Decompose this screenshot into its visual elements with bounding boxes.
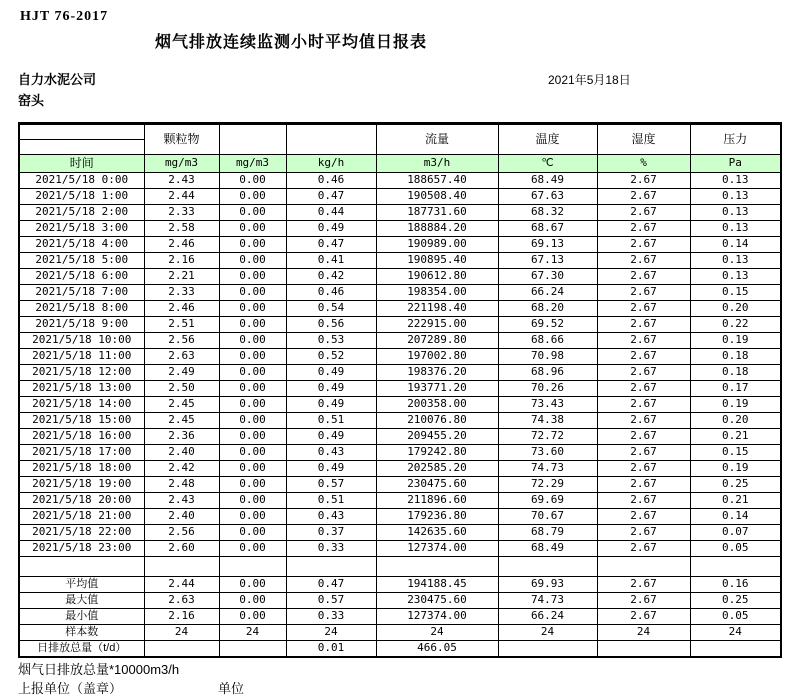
- unit-cell-m3h: m3/h: [376, 155, 498, 173]
- value-cell: 2.67: [597, 477, 690, 493]
- time-cell: 2021/5/18 8:00: [19, 301, 144, 317]
- report-table: [18, 122, 782, 658]
- value-cell: 2.21: [144, 269, 219, 285]
- value-cell: 0.00: [219, 189, 286, 205]
- value-cell: 2.67: [597, 493, 690, 509]
- data-row: [19, 301, 781, 317]
- time-cell: 2021/5/18 14:00: [19, 397, 144, 413]
- value-cell: 230475.60: [376, 477, 498, 493]
- value-cell: 2.67: [597, 525, 690, 541]
- value-cell: 0.00: [219, 269, 286, 285]
- value-cell: 68.67: [498, 221, 597, 237]
- value-cell: 2.67: [597, 269, 690, 285]
- value-cell: 73.60: [498, 445, 597, 461]
- value-cell: 73.43: [498, 397, 597, 413]
- summary-value: 2.67: [597, 593, 690, 609]
- time-cell: 2021/5/18 6:00: [19, 269, 144, 285]
- time-cell: 2021/5/18 12:00: [19, 365, 144, 381]
- summary-value: [597, 641, 690, 658]
- value-cell: 2.56: [144, 333, 219, 349]
- time-cell: 2021/5/18 13:00: [19, 381, 144, 397]
- data-row: [19, 477, 781, 493]
- time-header-bottom-cell: [19, 140, 144, 155]
- value-cell: 2.67: [597, 205, 690, 221]
- value-cell: 2.42: [144, 461, 219, 477]
- col-header-flow: 流量: [376, 124, 498, 155]
- value-cell: 2.67: [597, 509, 690, 525]
- value-cell: 68.66: [498, 333, 597, 349]
- value-cell: 0.17: [690, 381, 781, 397]
- value-cell: 2.67: [597, 349, 690, 365]
- data-row: [19, 285, 781, 301]
- value-cell: 0.18: [690, 349, 781, 365]
- value-cell: 190895.40: [376, 253, 498, 269]
- summary-value: 0.33: [286, 609, 376, 625]
- time-cell: 2021/5/18 18:00: [19, 461, 144, 477]
- spacer-row: [19, 557, 781, 577]
- summary-value: 24: [144, 625, 219, 641]
- summary-row-maximum: [19, 593, 781, 609]
- summary-value: 0.00: [219, 609, 286, 625]
- empty-cell: [19, 557, 144, 577]
- data-row: [19, 541, 781, 557]
- value-cell: 197002.80: [376, 349, 498, 365]
- data-row: [19, 493, 781, 509]
- value-cell: 0.00: [219, 173, 286, 189]
- value-cell: 2.44: [144, 189, 219, 205]
- empty-cell: [376, 557, 498, 577]
- summary-value: 66.24: [498, 609, 597, 625]
- value-cell: 127374.00: [376, 541, 498, 557]
- value-cell: 0.49: [286, 221, 376, 237]
- value-cell: 2.67: [597, 221, 690, 237]
- value-cell: 68.20: [498, 301, 597, 317]
- value-cell: 2.50: [144, 381, 219, 397]
- value-cell: 0.19: [690, 461, 781, 477]
- unit-label: 单位: [218, 681, 245, 696]
- group-header-row: [19, 124, 781, 140]
- summary-label: 最大值: [19, 593, 144, 609]
- value-cell: 198376.20: [376, 365, 498, 381]
- unit-cell-pm-mgm3: mg/m3: [144, 155, 219, 173]
- value-cell: 74.73: [498, 461, 597, 477]
- value-cell: 179242.80: [376, 445, 498, 461]
- value-cell: 2.67: [597, 461, 690, 477]
- value-cell: 2.58: [144, 221, 219, 237]
- empty-cell: [219, 557, 286, 577]
- value-cell: 70.26: [498, 381, 597, 397]
- value-cell: 0.14: [690, 509, 781, 525]
- value-cell: 69.69: [498, 493, 597, 509]
- data-row: [19, 205, 781, 221]
- value-cell: 69.13: [498, 237, 597, 253]
- summary-value: 2.67: [597, 577, 690, 593]
- value-cell: 222915.00: [376, 317, 498, 333]
- data-row: [19, 237, 781, 253]
- value-cell: 0.00: [219, 381, 286, 397]
- value-cell: 209455.20: [376, 429, 498, 445]
- col-header-pressure: 压力: [690, 124, 781, 155]
- data-row: [19, 221, 781, 237]
- value-cell: 0.15: [690, 445, 781, 461]
- time-cell: 2021/5/18 21:00: [19, 509, 144, 525]
- value-cell: 0.00: [219, 221, 286, 237]
- data-row: [19, 429, 781, 445]
- summary-value: 0.16: [690, 577, 781, 593]
- data-row: [19, 445, 781, 461]
- value-cell: 0.37: [286, 525, 376, 541]
- value-cell: 2.67: [597, 285, 690, 301]
- value-cell: 0.22: [690, 317, 781, 333]
- value-cell: 2.36: [144, 429, 219, 445]
- col-header-particulate: 颗粒物: [144, 124, 219, 155]
- value-cell: 2.67: [597, 397, 690, 413]
- summary-value: [498, 641, 597, 658]
- value-cell: 0.19: [690, 333, 781, 349]
- value-cell: 72.29: [498, 477, 597, 493]
- summary-value: 24: [376, 625, 498, 641]
- col-header-humidity: 湿度: [597, 124, 690, 155]
- value-cell: 2.60: [144, 541, 219, 557]
- time-cell: 2021/5/18 11:00: [19, 349, 144, 365]
- summary-value: 0.05: [690, 609, 781, 625]
- value-cell: 0.00: [219, 429, 286, 445]
- time-cell: 2021/5/18 15:00: [19, 413, 144, 429]
- summary-value: 24: [690, 625, 781, 641]
- value-cell: 68.79: [498, 525, 597, 541]
- value-cell: 72.72: [498, 429, 597, 445]
- value-cell: 2.67: [597, 173, 690, 189]
- footer-note: 烟气日排放总量*10000m3/h: [18, 662, 180, 677]
- value-cell: 0.00: [219, 365, 286, 381]
- summary-label: 日排放总量（t/d）: [19, 641, 144, 658]
- value-cell: 2.67: [597, 365, 690, 381]
- summary-row-sample-count: [19, 625, 781, 641]
- value-cell: 0.33: [286, 541, 376, 557]
- time-cell: 2021/5/18 7:00: [19, 285, 144, 301]
- value-cell: 2.67: [597, 317, 690, 333]
- value-cell: 221198.40: [376, 301, 498, 317]
- value-cell: 0.05: [690, 541, 781, 557]
- summary-value: 24: [219, 625, 286, 641]
- value-cell: 2.56: [144, 525, 219, 541]
- unit-cell-mgm3: mg/m3: [219, 155, 286, 173]
- value-cell: 190508.40: [376, 189, 498, 205]
- value-cell: 2.16: [144, 253, 219, 269]
- value-cell: 190989.00: [376, 237, 498, 253]
- value-cell: 0.00: [219, 349, 286, 365]
- value-cell: 2.67: [597, 301, 690, 317]
- value-cell: 68.49: [498, 541, 597, 557]
- value-cell: 2.67: [597, 189, 690, 205]
- time-cell: 2021/5/18 1:00: [19, 189, 144, 205]
- value-cell: 188884.20: [376, 221, 498, 237]
- value-cell: 0.46: [286, 285, 376, 301]
- summary-value: 24: [498, 625, 597, 641]
- value-cell: 190612.80: [376, 269, 498, 285]
- col-header-empty-2: [286, 124, 376, 155]
- time-cell: 2021/5/18 5:00: [19, 253, 144, 269]
- value-cell: 2.40: [144, 509, 219, 525]
- time-cell: 2021/5/18 16:00: [19, 429, 144, 445]
- value-cell: 0.00: [219, 541, 286, 557]
- summary-label: 最小值: [19, 609, 144, 625]
- value-cell: 0.00: [219, 461, 286, 477]
- empty-cell: [286, 557, 376, 577]
- value-cell: 0.43: [286, 445, 376, 461]
- value-cell: 0.19: [690, 397, 781, 413]
- empty-cell: [498, 557, 597, 577]
- value-cell: 0.00: [219, 333, 286, 349]
- value-cell: 0.47: [286, 237, 376, 253]
- value-cell: 0.49: [286, 381, 376, 397]
- summary-value: 466.05: [376, 641, 498, 658]
- time-cell: 2021/5/18 9:00: [19, 317, 144, 333]
- value-cell: 0.44: [286, 205, 376, 221]
- value-cell: 68.96: [498, 365, 597, 381]
- value-cell: 2.49: [144, 365, 219, 381]
- summary-row-minimum: [19, 609, 781, 625]
- value-cell: 198354.00: [376, 285, 498, 301]
- value-cell: 0.00: [219, 477, 286, 493]
- summary-label: 样本数: [19, 625, 144, 641]
- unit-cell-celsius: ℃: [498, 155, 597, 173]
- data-row: [19, 525, 781, 541]
- value-cell: 0.57: [286, 477, 376, 493]
- value-cell: 67.13: [498, 253, 597, 269]
- value-cell: 207289.80: [376, 333, 498, 349]
- time-cell: 2021/5/18 17:00: [19, 445, 144, 461]
- value-cell: 2.33: [144, 285, 219, 301]
- value-cell: 2.67: [597, 237, 690, 253]
- unit-cell-pa: Pa: [690, 155, 781, 173]
- value-cell: 0.00: [219, 301, 286, 317]
- value-cell: 200358.00: [376, 397, 498, 413]
- value-cell: 66.24: [498, 285, 597, 301]
- time-cell: 2021/5/18 2:00: [19, 205, 144, 221]
- value-cell: 187731.60: [376, 205, 498, 221]
- value-cell: 0.51: [286, 413, 376, 429]
- value-cell: 0.07: [690, 525, 781, 541]
- value-cell: 2.33: [144, 205, 219, 221]
- time-header-top-cell: [19, 124, 144, 140]
- value-cell: 2.67: [597, 413, 690, 429]
- summary-value: 0.00: [219, 577, 286, 593]
- value-cell: 0.00: [219, 445, 286, 461]
- value-cell: 2.67: [597, 333, 690, 349]
- value-cell: 0.54: [286, 301, 376, 317]
- value-cell: 2.48: [144, 477, 219, 493]
- unit-cell-kgh: kg/h: [286, 155, 376, 173]
- value-cell: 0.49: [286, 461, 376, 477]
- value-cell: 0.00: [219, 317, 286, 333]
- data-row: [19, 253, 781, 269]
- value-cell: 0.49: [286, 365, 376, 381]
- value-cell: 2.67: [597, 445, 690, 461]
- summary-value: [690, 641, 781, 658]
- time-cell: 2021/5/18 19:00: [19, 477, 144, 493]
- value-cell: 2.51: [144, 317, 219, 333]
- time-cell: 2021/5/18 10:00: [19, 333, 144, 349]
- data-row: [19, 189, 781, 205]
- data-row: [19, 365, 781, 381]
- value-cell: 0.00: [219, 493, 286, 509]
- value-cell: 68.49: [498, 173, 597, 189]
- data-row: [19, 461, 781, 477]
- value-cell: 202585.20: [376, 461, 498, 477]
- value-cell: 0.00: [219, 413, 286, 429]
- value-cell: 0.25: [690, 477, 781, 493]
- data-row: [19, 317, 781, 333]
- value-cell: 0.13: [690, 253, 781, 269]
- time-cell: 2021/5/18 23:00: [19, 541, 144, 557]
- value-cell: 2.63: [144, 349, 219, 365]
- value-cell: 0.00: [219, 525, 286, 541]
- report-date: 2021年5月18日: [548, 73, 631, 87]
- data-row: [19, 269, 781, 285]
- time-cell: 2021/5/18 3:00: [19, 221, 144, 237]
- summary-row-average: [19, 577, 781, 593]
- summary-value: 24: [286, 625, 376, 641]
- value-cell: 0.20: [690, 413, 781, 429]
- value-cell: 0.43: [286, 509, 376, 525]
- standard-code: HJT 76-2017: [20, 9, 109, 24]
- summary-value: [144, 641, 219, 658]
- value-cell: 70.98: [498, 349, 597, 365]
- value-cell: 0.14: [690, 237, 781, 253]
- value-cell: 0.13: [690, 173, 781, 189]
- summary-value: 0.25: [690, 593, 781, 609]
- empty-cell: [690, 557, 781, 577]
- summary-value: 230475.60: [376, 593, 498, 609]
- value-cell: 211896.60: [376, 493, 498, 509]
- summary-value: 127374.00: [376, 609, 498, 625]
- value-cell: 0.00: [219, 253, 286, 269]
- summary-value: 0.01: [286, 641, 376, 658]
- value-cell: 2.43: [144, 173, 219, 189]
- value-cell: 0.13: [690, 205, 781, 221]
- data-row: [19, 333, 781, 349]
- value-cell: 0.49: [286, 397, 376, 413]
- time-cell: 2021/5/18 4:00: [19, 237, 144, 253]
- summary-value: 2.67: [597, 609, 690, 625]
- value-cell: 2.45: [144, 397, 219, 413]
- value-cell: 0.46: [286, 173, 376, 189]
- value-cell: 2.45: [144, 413, 219, 429]
- value-cell: 0.51: [286, 493, 376, 509]
- summary-value: 24: [597, 625, 690, 641]
- value-cell: 0.13: [690, 221, 781, 237]
- value-cell: 0.15: [690, 285, 781, 301]
- summary-value: 0.57: [286, 593, 376, 609]
- units-row: [19, 155, 781, 173]
- summary-value: 0.00: [219, 593, 286, 609]
- summary-value: 69.93: [498, 577, 597, 593]
- value-cell: 0.21: [690, 493, 781, 509]
- summary-label: 平均值: [19, 577, 144, 593]
- col-header-empty-1: [219, 124, 286, 155]
- value-cell: 0.53: [286, 333, 376, 349]
- value-cell: 0.56: [286, 317, 376, 333]
- value-cell: 2.67: [597, 429, 690, 445]
- value-cell: 0.18: [690, 365, 781, 381]
- summary-value: 194188.45: [376, 577, 498, 593]
- data-row: [19, 397, 781, 413]
- value-cell: 0.21: [690, 429, 781, 445]
- data-row: [19, 349, 781, 365]
- value-cell: 67.63: [498, 189, 597, 205]
- value-cell: 2.46: [144, 237, 219, 253]
- summary-value: 0.47: [286, 577, 376, 593]
- value-cell: 2.67: [597, 253, 690, 269]
- value-cell: 0.49: [286, 429, 376, 445]
- summary-value: 2.16: [144, 609, 219, 625]
- value-cell: 0.00: [219, 237, 286, 253]
- value-cell: 0.00: [219, 205, 286, 221]
- value-cell: 2.67: [597, 381, 690, 397]
- time-cell: 2021/5/18 20:00: [19, 493, 144, 509]
- time-cell: 2021/5/18 22:00: [19, 525, 144, 541]
- data-row: [19, 509, 781, 525]
- value-cell: 0.41: [286, 253, 376, 269]
- summary-value: 74.73: [498, 593, 597, 609]
- value-cell: 0.20: [690, 301, 781, 317]
- summary-value: 2.63: [144, 593, 219, 609]
- value-cell: 2.67: [597, 541, 690, 557]
- page-title: 烟气排放连续监测小时平均值日报表: [155, 34, 428, 51]
- value-cell: 2.43: [144, 493, 219, 509]
- value-cell: 2.40: [144, 445, 219, 461]
- value-cell: 0.13: [690, 269, 781, 285]
- monitoring-point: 窑头: [18, 93, 45, 108]
- empty-cell: [597, 557, 690, 577]
- company-name: 自力水泥公司: [18, 72, 97, 87]
- value-cell: 0.42: [286, 269, 376, 285]
- report-unit-stamp-label: 上报单位（盖章）: [18, 681, 123, 696]
- summary-value: 2.44: [144, 577, 219, 593]
- value-cell: 0.47: [286, 189, 376, 205]
- col-header-temperature: 温度: [498, 124, 597, 155]
- summary-row-daily-total: [19, 641, 781, 658]
- value-cell: 0.00: [219, 509, 286, 525]
- value-cell: 0.00: [219, 285, 286, 301]
- value-cell: 70.67: [498, 509, 597, 525]
- value-cell: 0.52: [286, 349, 376, 365]
- value-cell: 179236.80: [376, 509, 498, 525]
- empty-cell: [144, 557, 219, 577]
- value-cell: 69.52: [498, 317, 597, 333]
- time-column-header: 时间: [19, 155, 144, 173]
- value-cell: 67.30: [498, 269, 597, 285]
- value-cell: 210076.80: [376, 413, 498, 429]
- data-row: [19, 381, 781, 397]
- data-row: [19, 173, 781, 189]
- value-cell: 0.13: [690, 189, 781, 205]
- value-cell: 2.46: [144, 301, 219, 317]
- value-cell: 0.00: [219, 397, 286, 413]
- value-cell: 193771.20: [376, 381, 498, 397]
- data-row: [19, 413, 781, 429]
- value-cell: 74.38: [498, 413, 597, 429]
- value-cell: 142635.60: [376, 525, 498, 541]
- value-cell: 68.32: [498, 205, 597, 221]
- time-cell: 2021/5/18 0:00: [19, 173, 144, 189]
- unit-cell-percent: %: [597, 155, 690, 173]
- value-cell: 188657.40: [376, 173, 498, 189]
- summary-value: [219, 641, 286, 658]
